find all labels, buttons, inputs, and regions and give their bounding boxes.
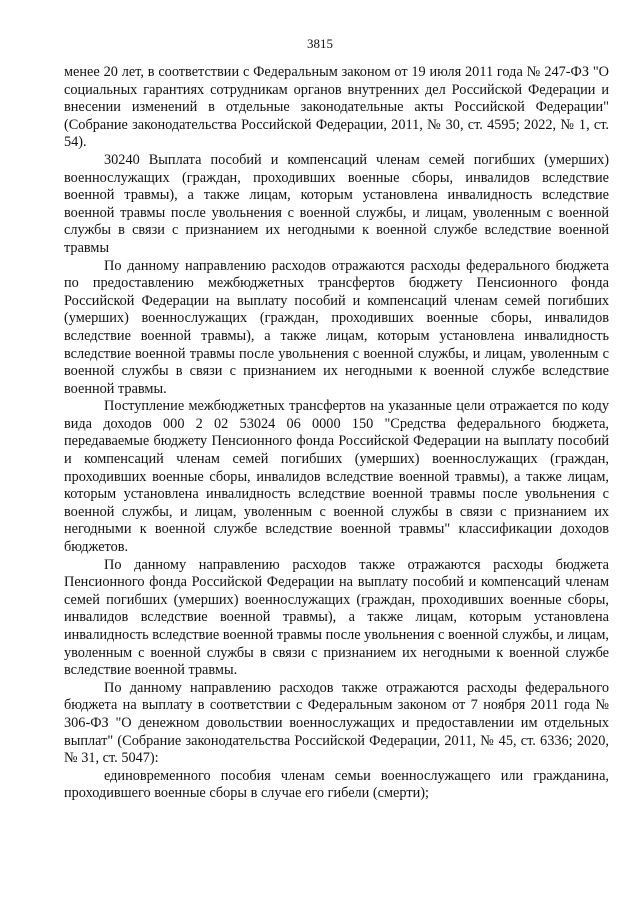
paragraph-lump-sum-benefit: единовременного пособия членам семьи военнослужащего или гражданина, проходившего военные сборы в случае его гибели (смерти); — [64, 767, 609, 802]
paragraph-federal-law-306: По данному направлению расходов также отражаются расходы федерального бюджета на выплату в соответствии с Федеральным законом от 7 ноября 2011 года № 306-ФЗ "О денежном довольствии военнослужащих и предоставлении им отдельных выплат" (Собрание законодательства Российской Федерации, 2011, № 45, ст. 6336; 2020, № 31, ст. 5047): — [64, 679, 609, 767]
page-number: 3815 — [307, 36, 333, 51]
paragraph-heading-30240: 30240 Выплата пособий и компенсаций членам семей погибших (умерших) военнослужащих (граждан, проходивших военные сборы, инвалидов вследствие военной травмы), а также лицам, которым установлена инвалидность вследствие военной травмы после увольнения с военной службы, и лицам, уволенным с военной службы в связи с признанием их негодными к военной службе вследствие военной травмы — [64, 151, 609, 256]
paragraph-federal-transfers: По данному направлению расходов отражаются расходы федерального бюджета по предоставлению межбюджетных трансфертов бюджету Пенсионного фонда Российской Федерации на выплату пособий и компенсаций членам семей погибших (умерших) военнослужащих (граждан, проходивших военные сборы, инвалидов вследствие военной травмы), а также лицам, которым установлена инвалидность вследствие военной травмы после увольнения с военной службы, и лицам, уволенным с военной службы в связи с признанием их негодными к военной службе вследствие военной травмы. — [64, 257, 609, 397]
paragraph-pension-fund-expenses: По данному направлению расходов также отражаются расходы бюджета Пенсионного фонда Российской Федерации на выплату пособий и компенсаций членам семей погибших (умерших) военнослужащих (граждан, проходивших военные сборы, инвалидов вследствие военной травмы), а также лицам, которым установлена инвалидность вследствие военной травмы после увольнения с военной службы, и лицам, уволенным с военной службы в связи с признанием их негодными к военной службе вследствие военной травмы. — [64, 556, 609, 679]
paragraph-continuation: менее 20 лет, в соответствии с Федеральным законом от 19 июля 2011 года № 247-ФЗ "О социальных гарантиях сотрудникам органов внутренних дел Российской Федерации и внесении изменений в отдельные законодательные акты Российской Федерации" (Собрание законодательства Российской Федерации, 2011, № 30, ст. 4595; 2022, № 1, ст. 54). — [64, 64, 609, 151]
paragraph-income-code: Поступление межбюджетных трансфертов на указанные цели отражается по коду вида доходов 000 2 02 53024 06 0000 150 "Средства федерального бюджета, передаваемые бюджету Пенсионного фонда Российской Федерации на выплату пособий и компенсаций членам семей погибших (умерших) военнослужащих (граждан, проходивших военные сборы, инвалидов вследствие военной травмы), а также лицам, которым установлена инвалидность вследствие военной травмы после увольнения с военной службы, и лицам, уволенным с военной службы в связи с признанием их негодными к военной службе вследствие военной травмы" классификации доходов бюджетов. — [64, 398, 609, 556]
document-body — [64, 64, 609, 803]
